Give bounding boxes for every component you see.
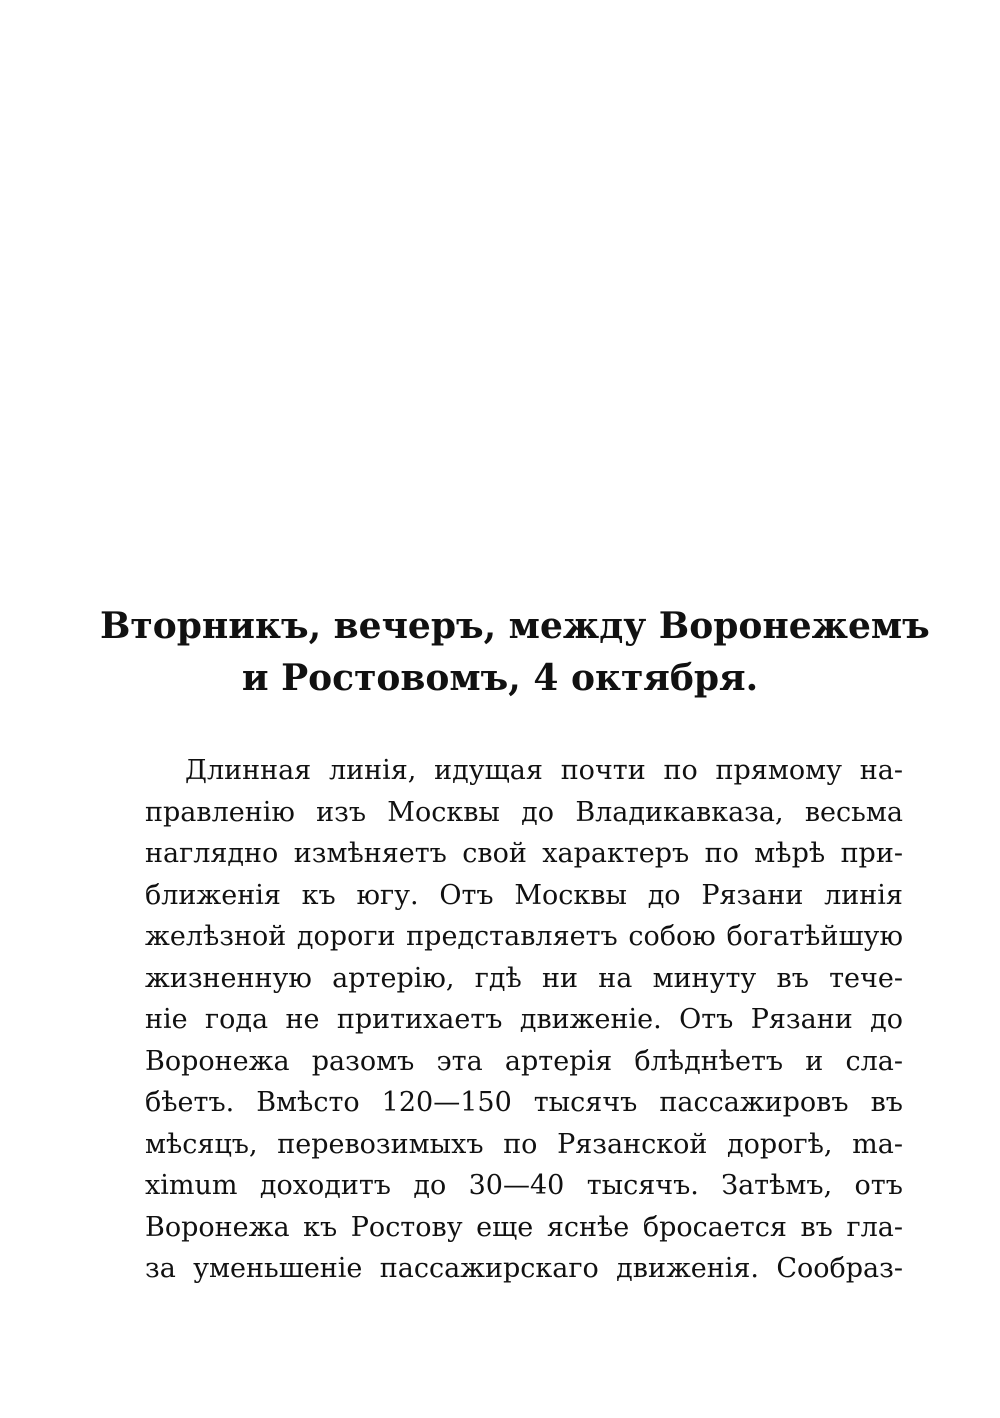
heading-line-2: и Ростовомъ, 4 октября. xyxy=(241,657,759,699)
text-line: правленію изъ Москвы до Владикавказа, весьма xyxy=(145,796,903,828)
body-paragraph xyxy=(145,750,903,1290)
text-line: ximum доходитъ до 30—40 тысячъ. Затѣмъ, отъ xyxy=(145,1170,903,1201)
text-line: ближенія къ югу. Отъ Москвы до Рязани линія xyxy=(145,879,903,911)
text-line: за уменьшеніе пассажирскаго движенія. Сообраз- xyxy=(145,1253,903,1284)
text-line: Воронежа разомъ эта артерія блѣднѣетъ и сла- xyxy=(145,1045,903,1077)
text-line: жизненную артерію, гдѣ ни на минуту въ тече- xyxy=(145,962,903,994)
text-line: желѣзной дороги представляетъ собою богатѣйшую xyxy=(145,921,903,952)
heading-line-1: Вторникъ, вечеръ, между Воронежемъ xyxy=(100,605,930,647)
text-line: бѣетъ. Вмѣсто 120—150 тысячъ пассажировъ въ xyxy=(145,1087,903,1118)
text-line: Длинная линія, идущая почти по прямому на- xyxy=(185,755,903,786)
text-line: наглядно измѣняетъ свой характеръ по мѣрѣ при- xyxy=(145,838,903,869)
text-line: Воронежа къ Ростову еще яснѣе бросается въ гла- xyxy=(145,1211,903,1243)
chapter-heading xyxy=(100,600,930,704)
text-line: мѣсяцъ, перевозимыхъ по Рязанской дорогѣ, ma- xyxy=(145,1128,903,1160)
text-line: ніе года не притихаетъ движеніе. Отъ Рязани до xyxy=(145,1004,903,1035)
